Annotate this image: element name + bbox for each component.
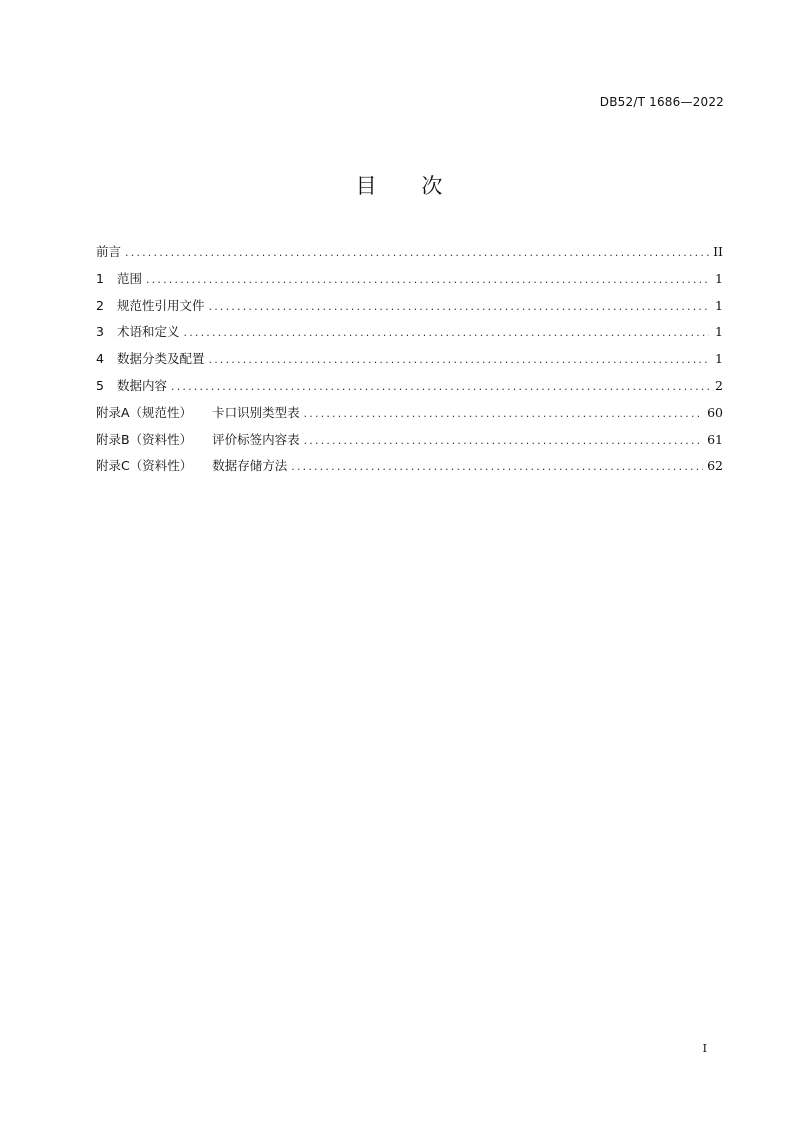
toc-leader-dots bbox=[209, 297, 709, 317]
toc-entry-scope[interactable] bbox=[96, 269, 723, 296]
toc-entry-label: 范围 bbox=[117, 270, 143, 286]
toc-entry-preface[interactable] bbox=[96, 242, 723, 269]
toc-entry-page: 60 bbox=[707, 404, 723, 420]
toc-entry-label: 附录B（资料性） bbox=[96, 431, 193, 447]
toc-entry-page: 61 bbox=[707, 431, 723, 447]
toc-title: 目 次 bbox=[355, 174, 445, 198]
toc-entry-appendix-a[interactable] bbox=[96, 403, 723, 430]
toc-entry-subtitle: 卡口识别类型表 bbox=[212, 404, 300, 420]
toc-entry-label: 规范性引用文件 bbox=[117, 297, 205, 313]
toc-leader-dots bbox=[125, 243, 709, 263]
toc-entry-normative-references[interactable] bbox=[96, 296, 723, 323]
toc-entry-number: 2 bbox=[96, 297, 104, 313]
toc-entry-data-classification[interactable] bbox=[96, 349, 723, 376]
toc-entry-page: II bbox=[713, 244, 723, 259]
toc-entry-label: 数据分类及配置 bbox=[117, 351, 205, 367]
toc-entry-number: 4 bbox=[96, 351, 104, 367]
toc-leader-dots bbox=[304, 431, 704, 451]
page-number: I bbox=[702, 1042, 707, 1055]
toc-entry-subtitle: 数据存储方法 bbox=[212, 458, 288, 474]
toc-leader-dots bbox=[146, 270, 709, 290]
toc-entry-number: 3 bbox=[96, 324, 104, 340]
toc-entry-data-content[interactable] bbox=[96, 376, 723, 403]
toc-entry-appendix-c[interactable] bbox=[96, 456, 723, 483]
toc-leader-dots bbox=[291, 457, 703, 477]
toc-leader-dots bbox=[171, 377, 709, 397]
toc-leader-dots bbox=[184, 323, 709, 343]
toc-entry-label: 前言 bbox=[96, 244, 122, 259]
toc-entry-page: 1 bbox=[715, 324, 723, 340]
toc-entry-number: 1 bbox=[96, 270, 104, 286]
toc-entry-page: 1 bbox=[715, 351, 723, 367]
toc-leader-dots bbox=[209, 350, 709, 370]
table-of-contents bbox=[96, 242, 723, 483]
toc-entry-subtitle: 评价标签内容表 bbox=[212, 431, 300, 447]
toc-entry-label: 术语和定义 bbox=[117, 324, 180, 340]
toc-entry-terms-definitions[interactable] bbox=[96, 322, 723, 349]
toc-entry-label: 附录C（资料性） bbox=[96, 458, 193, 474]
toc-entry-page: 62 bbox=[707, 458, 723, 474]
toc-entry-page: 1 bbox=[715, 297, 723, 313]
toc-entry-label: 数据内容 bbox=[117, 377, 168, 393]
document-code: DB52/T 1686—2022 bbox=[599, 95, 724, 109]
toc-entry-label: 附录A（规范性） bbox=[96, 404, 193, 420]
toc-leader-dots bbox=[304, 404, 704, 424]
toc-entry-number: 5 bbox=[96, 377, 104, 393]
toc-entry-page: 1 bbox=[715, 270, 723, 286]
toc-entry-page: 2 bbox=[715, 377, 723, 393]
toc-entry-appendix-b[interactable] bbox=[96, 430, 723, 457]
